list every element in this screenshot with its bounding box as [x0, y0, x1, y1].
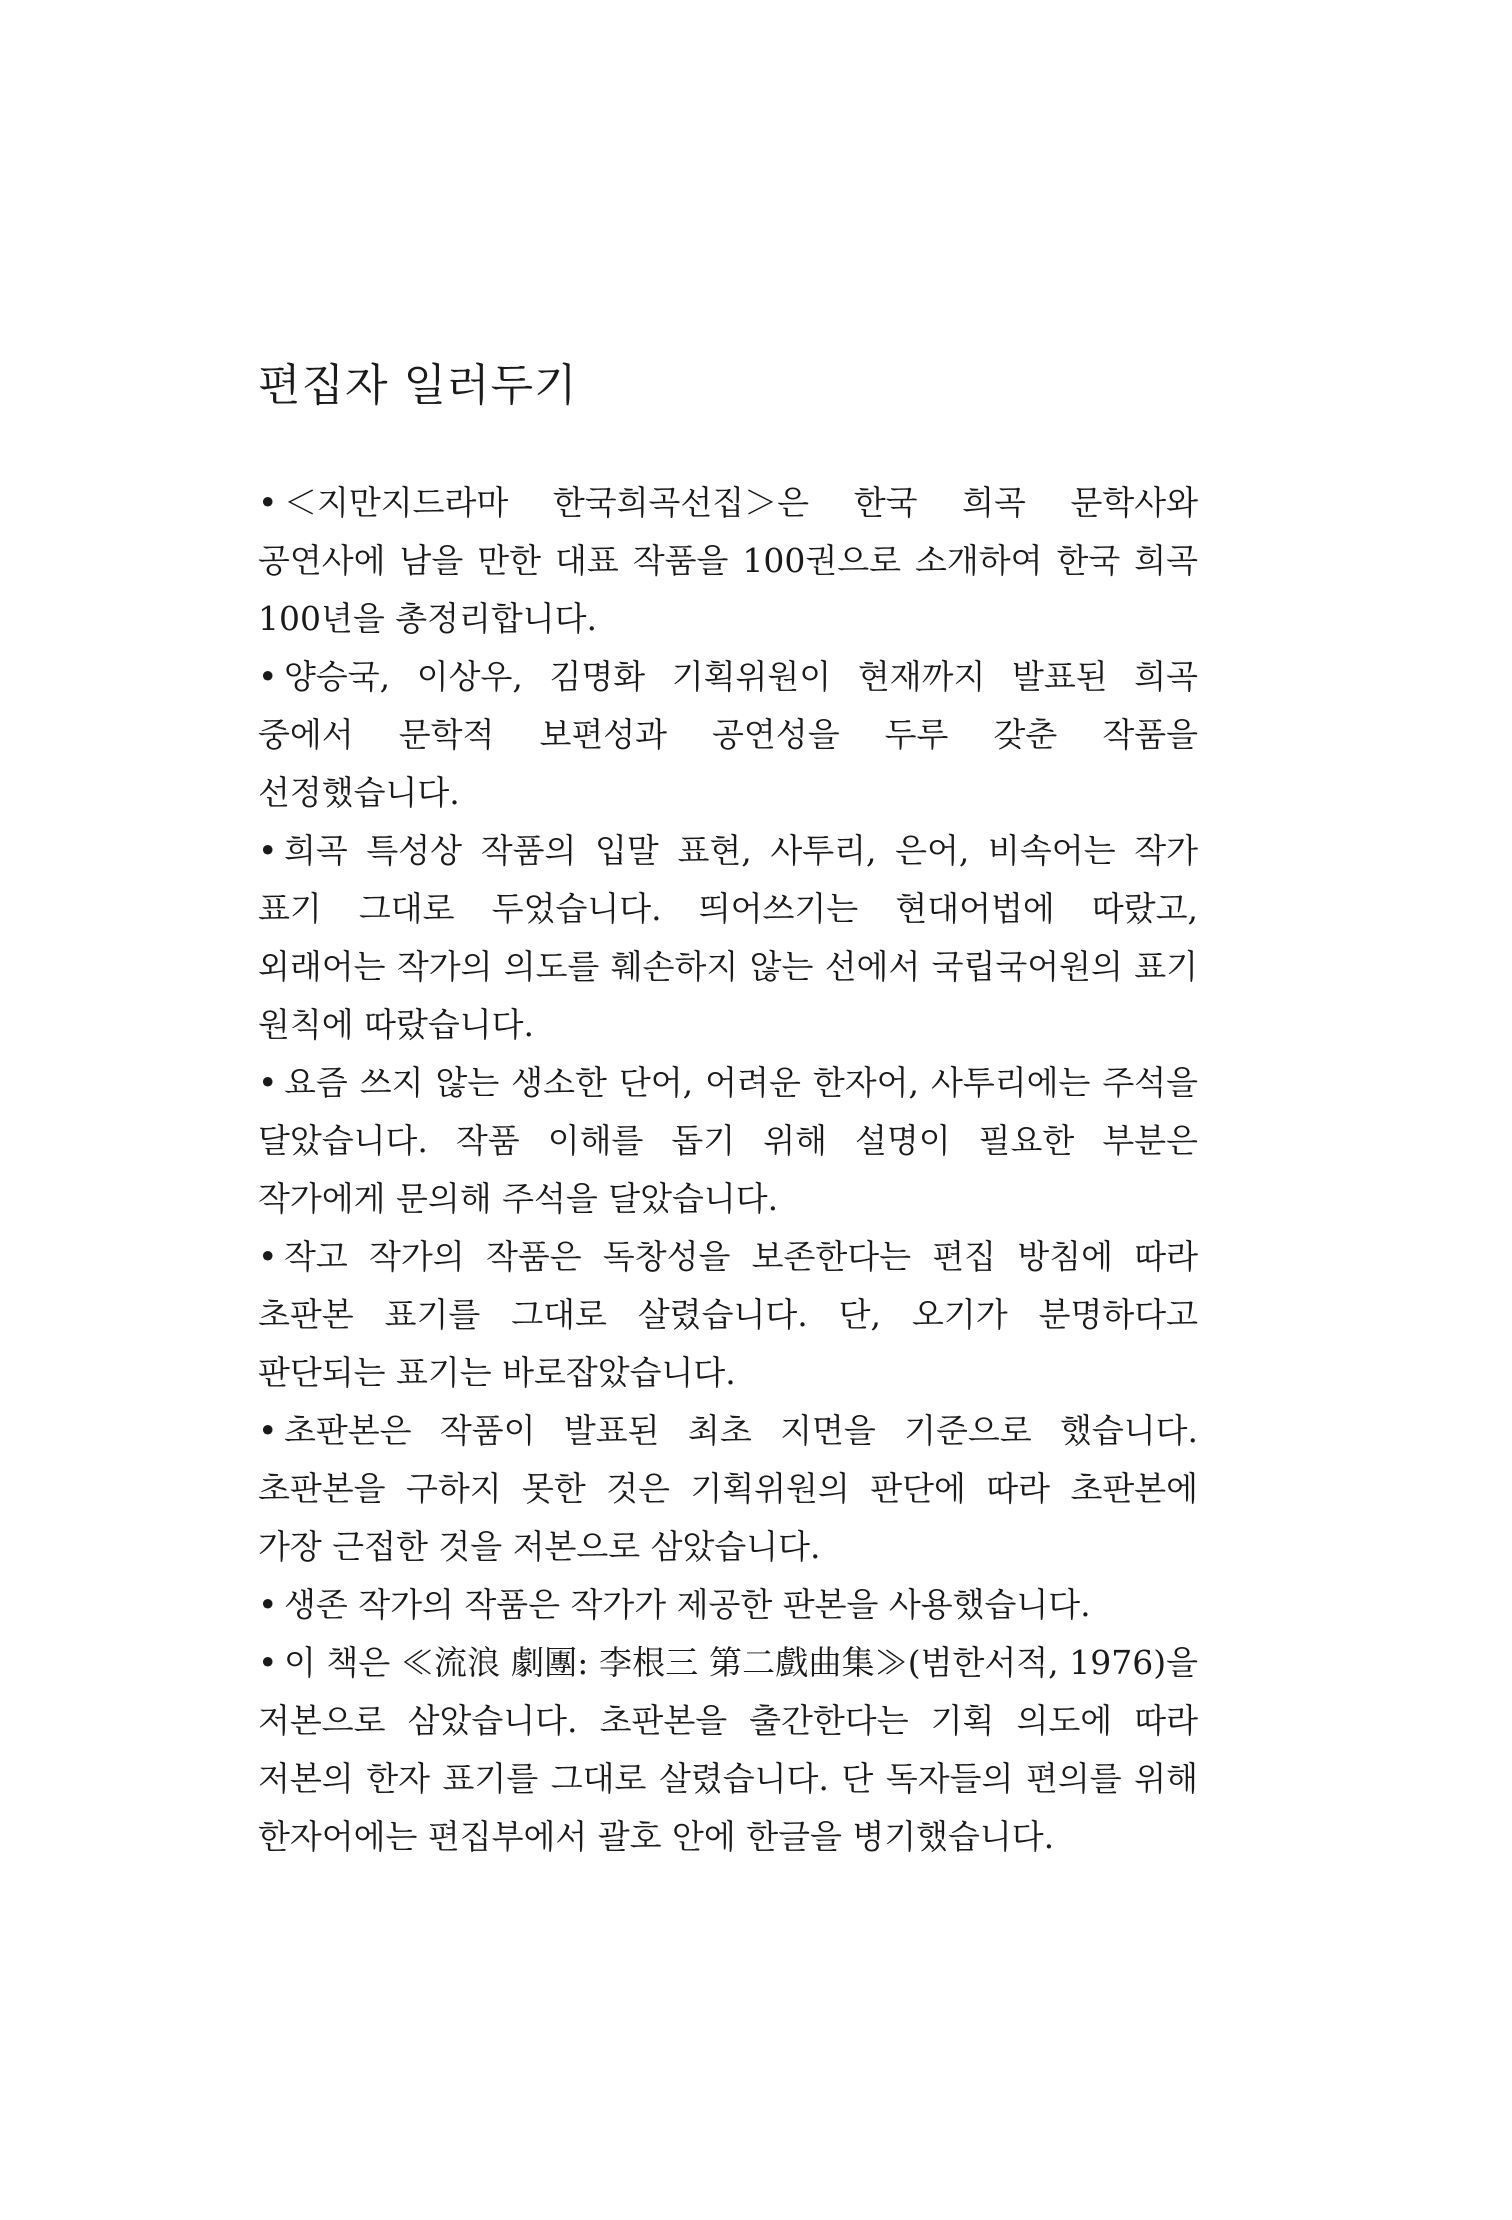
bullet-icon: •: [258, 1411, 278, 1450]
note-text: 양승국, 이상우, 김명화 기획위원이 현재까지 발표된 희곡 중에서 문학적 보편성과 공연성을 두루 갖춘 작품을 선정했습니다.: [258, 657, 1198, 812]
note-text: 이 책은 ≪流浪 劇團: 李根三 第二戲曲集≫(범한서적, 1976)을 저본으로 삼았습니다. 초판본을 출간한다는 기획 의도에 따라 저본의 한자 표기를 그대로 살렸습니다. 단 독자들의 편의를 위해 한자어에는 편집부에서 괄호 안에 한글을 병기했습니다.: [258, 1643, 1198, 1856]
bullet-icon: •: [258, 1237, 278, 1276]
note-item: [258, 1054, 1198, 1228]
note-text: 희곡 특성상 작품의 입말 표현, 사투리, 은어, 비속어는 작가 표기 그대로 두었습니다. 띄어쓰기는 현대어법에 따랐고, 외래어는 작가의 의도를 훼손하지 않는 선에서 국립국어원의 표기 원칙에 따랐습니다.: [258, 831, 1198, 1044]
note-text: 작고 작가의 작품은 독창성을 보존한다는 편집 방침에 따라 초판본 표기를 그대로 살렸습니다. 단, 오기가 분명하다고 판단되는 표기는 바로잡았습니다.: [258, 1237, 1198, 1392]
note-item: [258, 1576, 1198, 1634]
page-title: 편집자 일러두기: [258, 360, 578, 411]
bullet-icon: •: [258, 1643, 278, 1682]
note-item: [258, 1228, 1198, 1402]
note-text: ＜지만지드라마 한국희곡선집＞은 한국 희곡 문학사와 공연사에 남을 만한 대표 작품을 100권으로 소개하여 한국 희곡 100년을 총정리합니다.: [258, 483, 1198, 638]
note-item: [258, 648, 1198, 822]
bullet-icon: •: [258, 1585, 278, 1624]
bullet-icon: •: [258, 657, 278, 696]
bullet-icon: •: [258, 831, 278, 870]
bullet-icon: •: [258, 1063, 278, 1102]
bullet-icon: •: [258, 483, 278, 522]
note-item: [258, 1402, 1198, 1576]
note-text: 초판본은 작품이 발표된 최초 지면을 기준으로 했습니다. 초판본을 구하지 못한 것은 기획위원의 판단에 따라 초판본에 가장 근접한 것을 저본으로 삼았습니다.: [258, 1411, 1198, 1566]
note-text: 요즘 쓰지 않는 생소한 단어, 어려운 한자어, 사투리에는 주석을 달았습니다. 작품 이해를 돕기 위해 설명이 필요한 부분은 작가에게 문의해 주석을 달았습니다.: [258, 1063, 1198, 1218]
note-item: [258, 474, 1198, 648]
note-item: [258, 822, 1198, 1054]
note-text: 생존 작가의 작품은 작가가 제공한 판본을 사용했습니다.: [284, 1585, 1091, 1624]
editor-notes-list: [258, 474, 1198, 1866]
note-item: [258, 1634, 1198, 1866]
